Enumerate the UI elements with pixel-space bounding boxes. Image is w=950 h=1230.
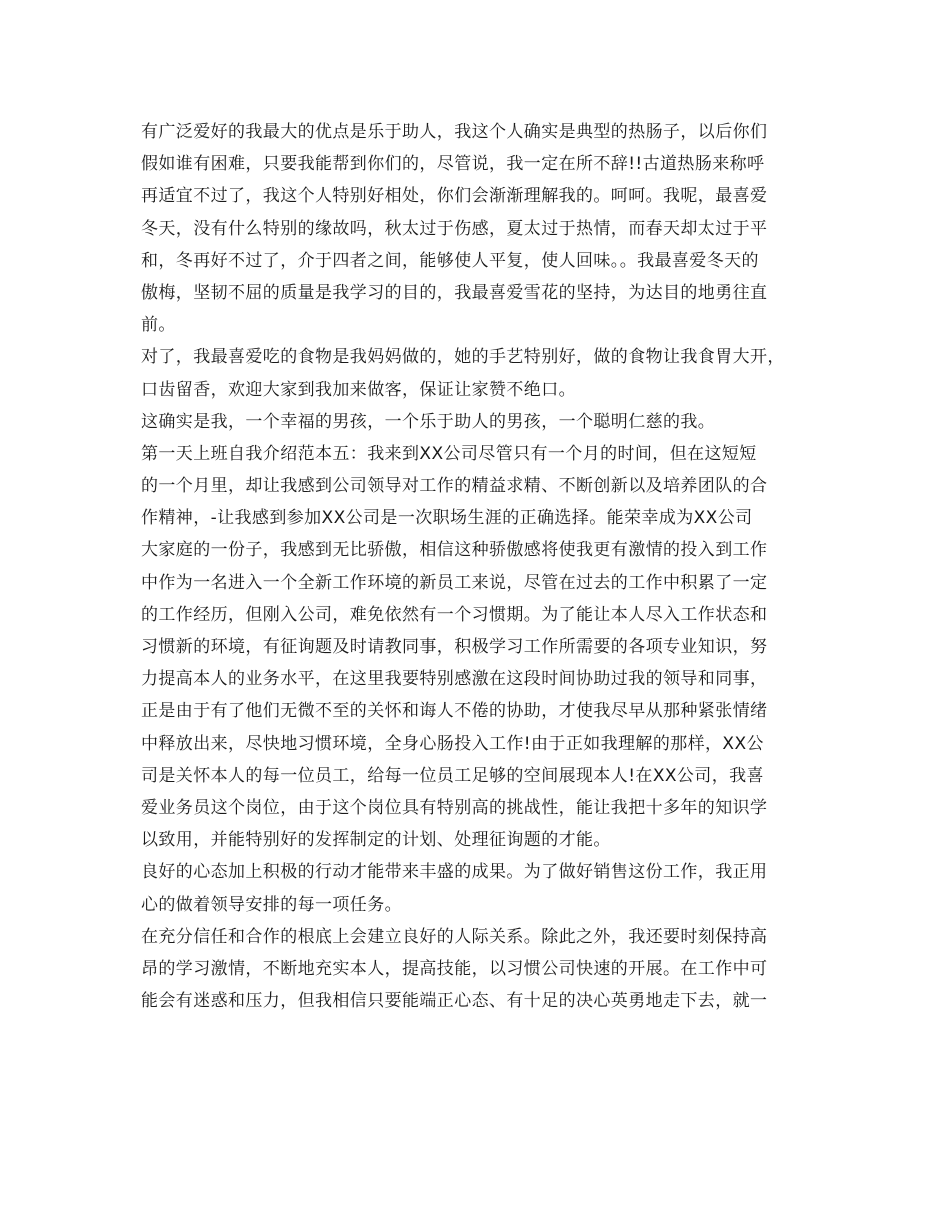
- text-line: 有广泛爱好的我最大的优点是乐于助人，我这个人确实是典型的热肠子，以后你们: [141, 122, 768, 142]
- text-line: 再适宜不过了，我这个人特别好相处，你们会渐渐理解我的。呵呵。我呢，最喜爱: [141, 186, 768, 207]
- text-line: 力提高本人的业务水平，在这里我要特别感激在这段时间协助过我的领导和同事，: [141, 669, 768, 690]
- text-line: 对了，我最喜爱吃的食物是我妈妈做的，她的手艺特别好，做的食物让我食胃大开，: [141, 347, 785, 368]
- text-line: 爱业务员这个岗位，由于这个岗位具有特别高的挑战性，能让我把十多年的知识学: [141, 797, 768, 818]
- text-line: 这确实是我，一个幸福的男孩，一个乐于助人的男孩，一个聪明仁慈的我。: [141, 411, 716, 432]
- text-line: 假如谁有困难，只要我能帮到你们的，尽管说，我一定在所不辞!!古道热肠来称呼: [141, 154, 765, 175]
- text-line: 正是由于有了他们无微不至的关怀和诲人不倦的协助，才使我尽早从那种紧张情绪: [141, 701, 768, 722]
- text-line: 前。: [141, 315, 176, 336]
- text-line: 冬天，没有什么特别的缘故吗，秋太过于伤感，夏太过于热情，而春天却太过于平: [141, 218, 768, 239]
- text-line: 和，冬再好不过了，介于四者之间，能够使人平复，使人回味。。我最喜爱冬天的: [141, 250, 759, 271]
- text-line: 心的做着领导安排的每一项任务。: [141, 894, 402, 915]
- text-line: 傲梅，坚韧不屈的质量是我学习的目的，我最喜爱雪花的坚持，为达目的地勇往直: [141, 282, 768, 303]
- text-line: 的一个月里，却让我感到公司领导对工作的精益求精、不断创新以及培养团队的合: [141, 476, 768, 497]
- text-line: 司是关怀本人的每一位员工，给每一位员工足够的空间展现本人!在XX公司，我喜: [141, 765, 764, 786]
- text-line: 中作为一名进入一个全新工作环境的新员工来说，尽管在过去的工作中积累了一定: [141, 572, 768, 593]
- text-line: 良好的心态加上积极的行动才能带来丰盛的成果。为了做好销售这份工作，我正用: [141, 862, 768, 883]
- text-line: 作精神，-让我感到参加XX公司是一次职场生涯的正确选择。能荣幸成为XX公司: [141, 508, 753, 529]
- text-line: 昂的学习激情，不断地充实本人，提高技能，以习惯公司快速的开展。在工作中可: [141, 958, 768, 979]
- text-line: 第一天上班自我介绍范本五：我来到XX公司尽管只有一个月的时间，但在这短短: [141, 443, 757, 464]
- text-line: 口齿留香，欢迎大家到我加来做客，保证让家赞不绝口。: [141, 379, 576, 400]
- text-line: 大家庭的一份子，我感到无比骄傲，相信这种骄傲感将使我更有激情的投入到工作: [141, 540, 768, 561]
- text-line: 以致用，并能特别好的发挥制定的计划、处理征询题的才能。: [141, 830, 611, 851]
- text-line: 习惯新的环境，有征询题及时请教同事，积极学习工作所需要的各项专业知识，努: [141, 637, 768, 657]
- text-line: 的工作经历，但刚入公司，难免依然有一个习惯期。为了能让本人尽入工作状态和: [141, 604, 768, 625]
- text-line: 在充分信任和合作的根底上会建立良好的人际关系。除此之外，我还要时刻保持高: [141, 926, 768, 947]
- document-body: [141, 116, 821, 1017]
- text-line: 中释放出来，尽快地习惯环境，全身心肠投入工作!由于正如我理解的那样，XX公: [141, 733, 764, 754]
- text-line: 能会有迷惑和压力，但我相信只要能端正心态、有十足的决心英勇地走下去，就一: [141, 991, 768, 1012]
